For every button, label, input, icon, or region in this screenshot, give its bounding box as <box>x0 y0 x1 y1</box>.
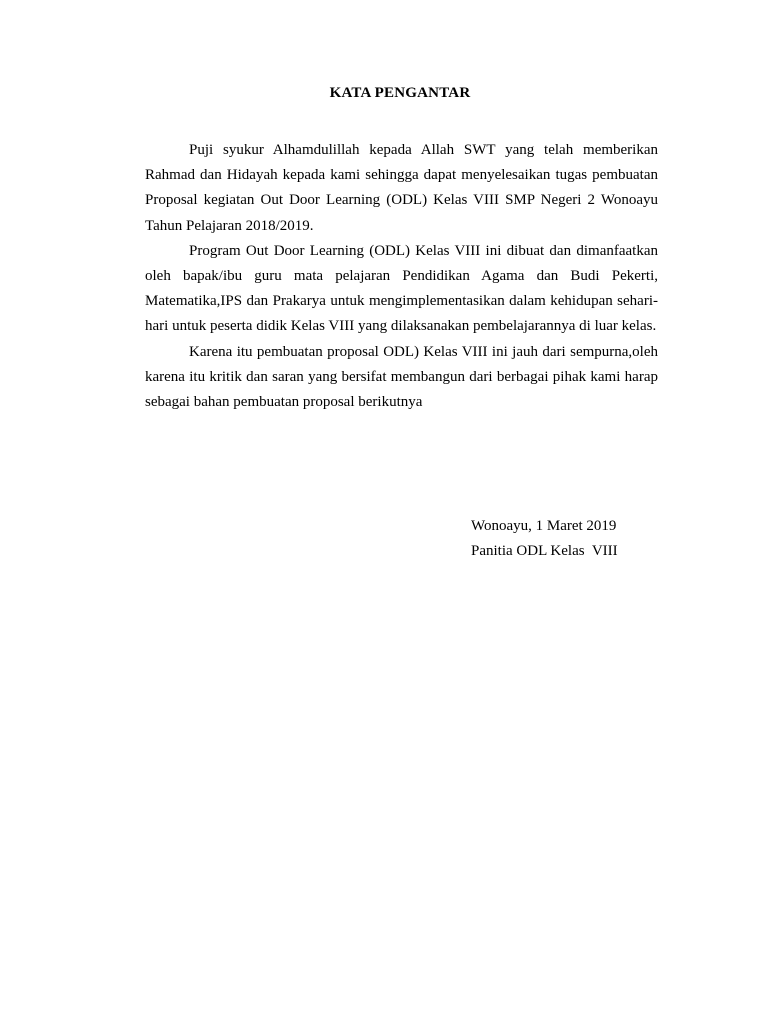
paragraph-3: Karena itu pembuatan proposal ODL) Kelas VIII ini jauh dari sempurna,oleh karena itu kritik dan saran yang bersifat membangun dari berbagai pihak kami harap sebagai bahan pembuatan proposal berikutnya <box>145 343 658 411</box>
signature-block <box>471 514 671 564</box>
body-text <box>145 138 658 415</box>
place-date: Wonoayu, 1 Maret 2019 <box>471 518 617 534</box>
signer-name: Panitia ODL Kelas VIII <box>471 543 618 559</box>
paragraph-1: Puji syukur Alhamdulillah kepada Allah SWT yang telah memberikan Rahmad dan Hidayah kepada kami sehingga dapat menyelesaikan tugas pembuatan Proposal kegiatan Out Door Learning (ODL) Kelas VIII SMP Negeri 2 Wonoayu Tahun Pelajaran 2018/2019. <box>145 142 658 234</box>
paragraph-2: Program Out Door Learning (ODL) Kelas VIII ini dibuat dan dimanfaatkan oleh bapak/ibu guru mata pelajaran Pendidikan Agama dan Budi Pekerti, Matematika,IPS dan Prakarya untuk mengimplementasikan dalam kehidupan sehari-hari untuk peserta didik Kelas VIII yang dilaksanakan pembelajarannya di luar kelas. <box>145 242 658 335</box>
page-title: KATA PENGANTAR <box>329 85 471 101</box>
